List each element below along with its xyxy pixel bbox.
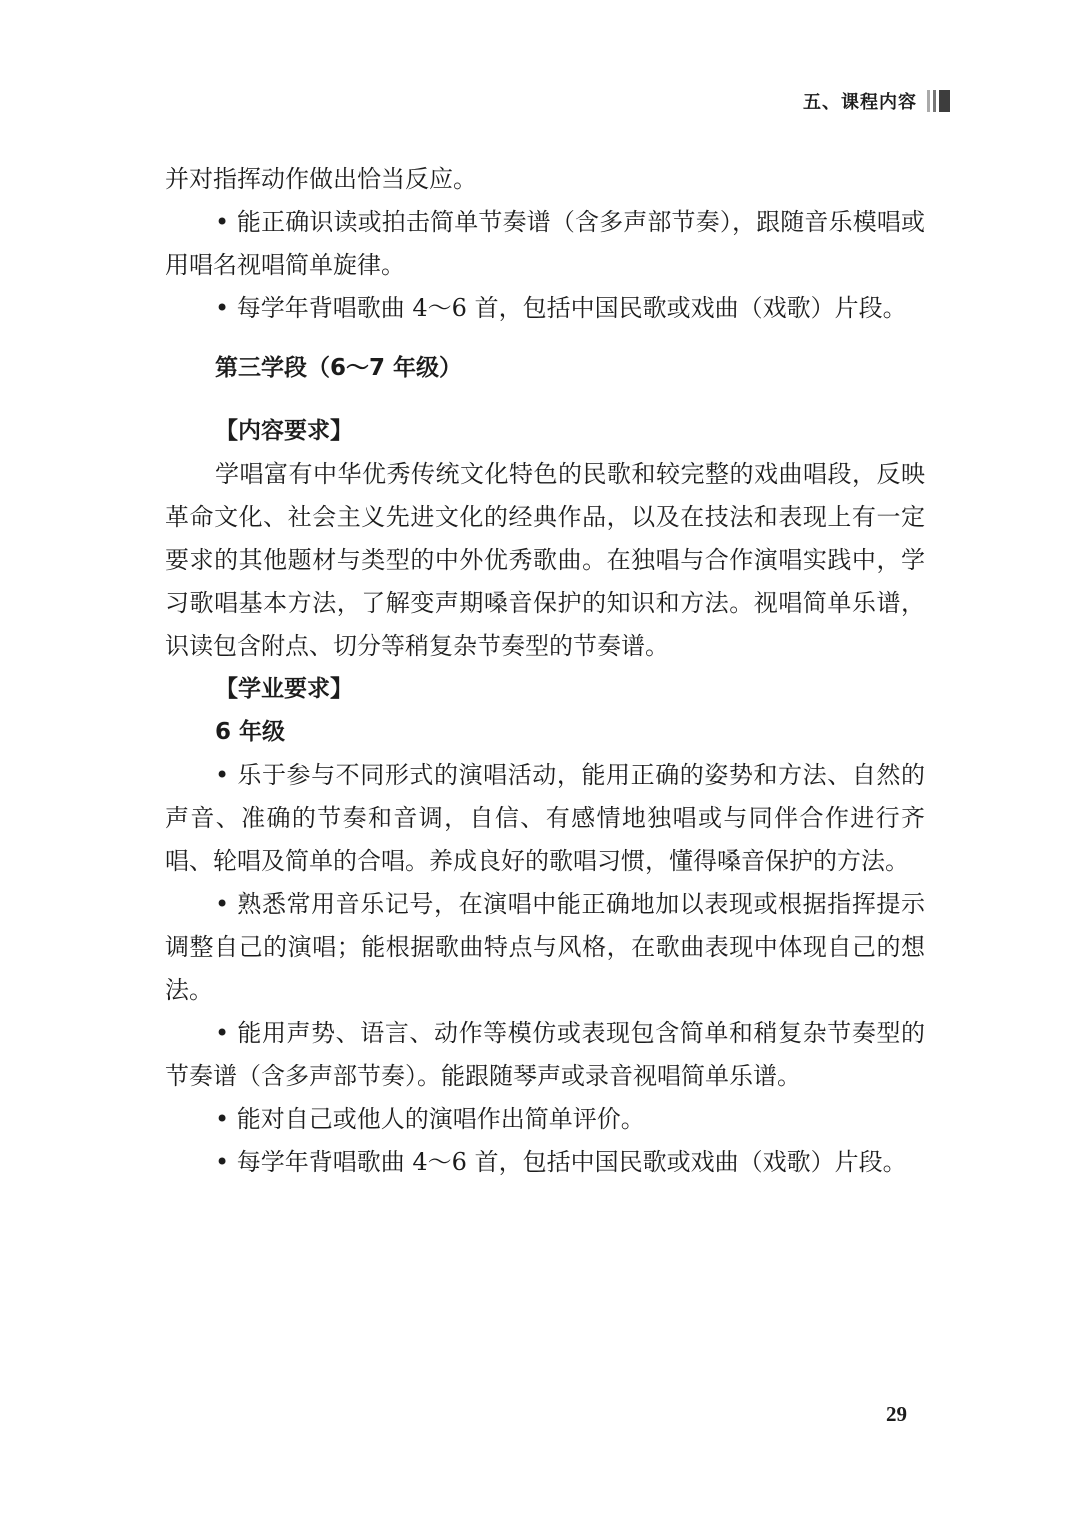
page-body — [165, 158, 925, 1184]
running-header — [803, 88, 950, 114]
bullet-item: • 能对自己或他人的演唱作出简单评价。 — [215, 1105, 645, 1133]
bullet-item: • 每学年背唱歌曲 4～6 首，包括中国民歌或戏曲（戏歌）片段。 — [215, 294, 907, 322]
bullet-item: • 每学年背唱歌曲 4～6 首，包括中国民歌或戏曲（戏歌）片段。 — [215, 1148, 907, 1176]
header-bar-light — [927, 90, 930, 112]
bullet-item: • 乐于参与不同形式的演唱活动，能用正确的姿势和方法、自然的声音、准确的节奏和音调，自信、有感情地独唱或与同伴合作进行齐唱、轮唱及简单的合唱。养成良好的歌唱习惯，懂得嗓音保护的方法。 — [165, 761, 925, 875]
bullet-item: • 熟悉常用音乐记号，在演唱中能正确地加以表现或根据指挥提示调整自己的演唱；能根据歌曲特点与风格，在歌曲表现中体现自己的想法。 — [165, 890, 925, 1004]
section-heading: 第三学段（6～7 年级） — [215, 355, 463, 381]
continuation-paragraph: 并对指挥动作做出恰当反应。 — [165, 165, 477, 193]
content-requirement-label: 【内容要求】 — [215, 418, 353, 444]
header-bar-dark — [939, 90, 950, 112]
academic-requirement-label: 【学业要求】 — [215, 676, 353, 702]
page-number: 29 — [886, 1402, 907, 1426]
header-decoration-bars — [927, 90, 950, 112]
bullet-item: • 能正确识读或拍击简单节奏谱（含多声部节奏），跟随音乐模唱或用唱名视唱简单旋律。 — [165, 208, 925, 279]
header-bar-medium — [933, 90, 936, 112]
running-header-title: 五、课程内容 — [803, 92, 917, 113]
content-requirement-paragraph: 学唱富有中华优秀传统文化特色的民歌和较完整的戏曲唱段，反映革命文化、社会主义先进文化的经典作品，以及在技法和表现上有一定要求的其他题材与类型的中外优秀歌曲。在独唱与合作演唱实践中，学习歌唱基本方法，了解变声期嗓音保护的知识和方法。视唱简单乐谱，识读包含附点、切分等稍复杂节奏型的节奏谱。 — [165, 460, 925, 660]
bullet-item: • 能用声势、语言、动作等模仿或表现包含简单和稍复杂节奏型的节奏谱（含多声部节奏）。能跟随琴声或录音视唱简单乐谱。 — [165, 1019, 925, 1090]
grade-label: 6 年级 — [215, 719, 286, 745]
